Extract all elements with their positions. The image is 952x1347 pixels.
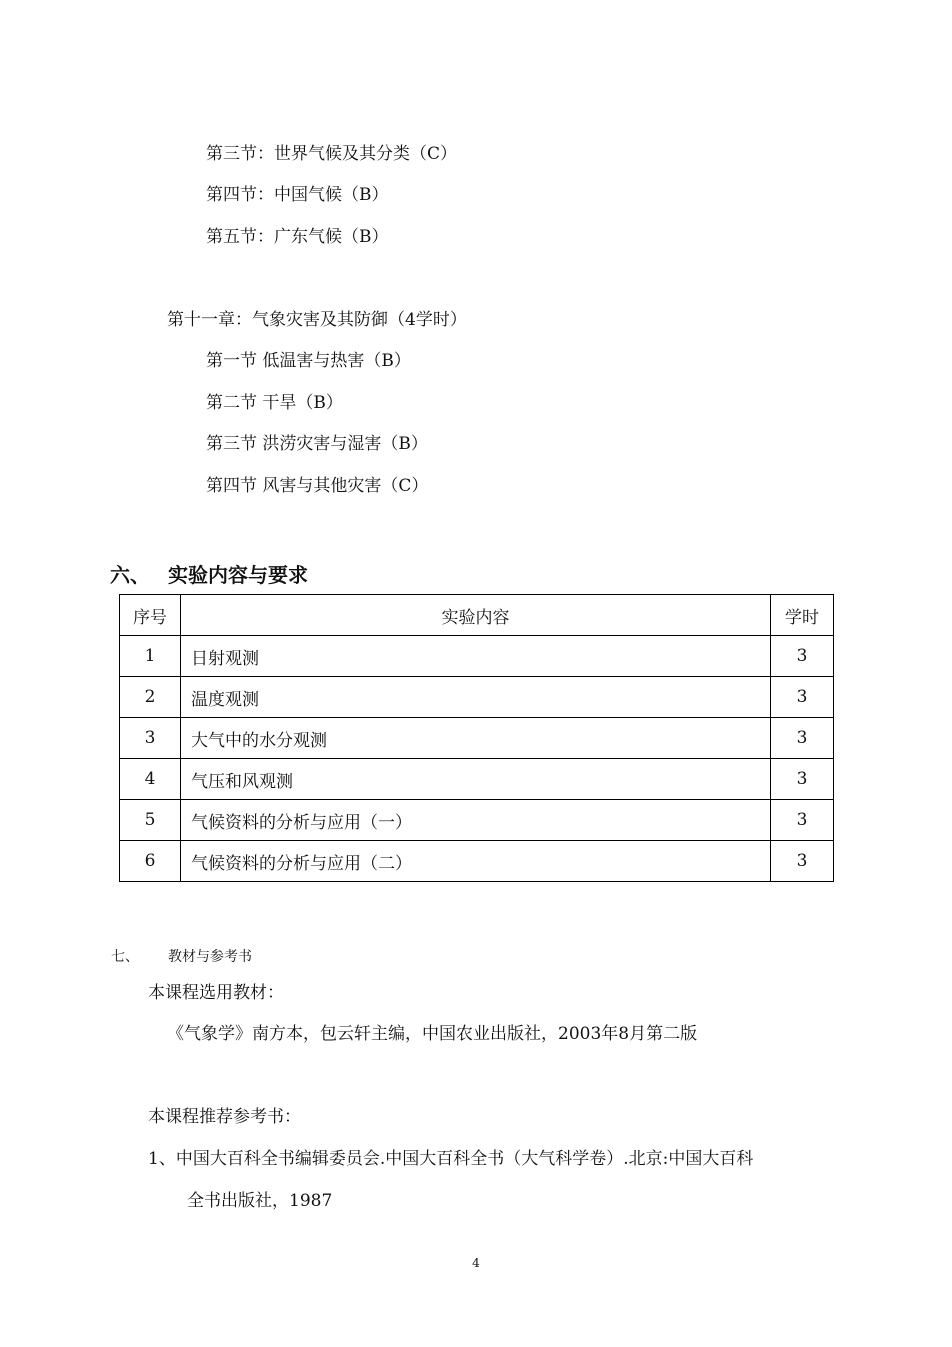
reference-1-line1: 1、中国大百科全书编辑委员会.中国大百科全书（大气科学卷）.北京:中国大百科: [148, 1149, 754, 1169]
row-content: 气候资料的分析与应用（一）: [181, 800, 771, 841]
row-content: 温度观测: [181, 677, 771, 718]
row-content: 气压和风观测: [181, 759, 771, 800]
table-row: [120, 800, 834, 841]
section6-title: 实验内容与要求: [168, 563, 308, 587]
section6-number: 六、: [110, 563, 150, 587]
row-hours: 3: [771, 718, 834, 759]
header-content: 实验内容: [181, 595, 771, 636]
header-no: 序号: [120, 595, 181, 636]
header-hours: 学时: [771, 595, 834, 636]
table-row: [120, 677, 834, 718]
row-no: 1: [120, 636, 181, 677]
row-hours: 3: [771, 677, 834, 718]
page-number: 4: [472, 1256, 480, 1270]
chapter11-section-3: 第三节 洪涝灾害与湿害（B）: [206, 434, 428, 454]
section7-title: 教材与参考书: [168, 949, 252, 965]
table-row: [120, 636, 834, 677]
chapter11-section-4: 第四节 风害与其他灾害（C）: [206, 476, 429, 496]
row-no: 3: [120, 718, 181, 759]
row-content: 气候资料的分析与应用（二）: [181, 841, 771, 882]
chapter10-section-4: 第四节：中国气候（B）: [206, 185, 389, 205]
table-row: [120, 718, 834, 759]
reference-1-line2: 全书出版社，1987: [187, 1191, 333, 1211]
row-content: 大气中的水分观测: [181, 718, 771, 759]
row-no: 6: [120, 841, 181, 882]
table-row: [120, 841, 834, 882]
row-hours: 3: [771, 636, 834, 677]
chapter11-section-1: 第一节 低温害与热害（B）: [206, 351, 411, 371]
row-no: 4: [120, 759, 181, 800]
section7-number: 七、: [111, 949, 139, 965]
row-hours: 3: [771, 759, 834, 800]
chapter11-title: 第十一章：气象灾害及其防御（4学时）: [167, 310, 467, 330]
row-hours: 3: [771, 800, 834, 841]
section7-heading: [111, 946, 252, 966]
row-no: 2: [120, 677, 181, 718]
table-header-row: [120, 595, 834, 636]
chapter10-section-5: 第五节：广东气候（B）: [206, 227, 389, 247]
lab-table: [119, 594, 834, 882]
references-label: 本课程推荐参考书：: [148, 1107, 301, 1127]
row-no: 5: [120, 800, 181, 841]
section6-heading: [110, 559, 308, 588]
row-content: 日射观测: [181, 636, 771, 677]
textbook-entry: 《气象学》南方本，包云轩主编，中国农业出版社，2003年8月第二版: [167, 1024, 698, 1044]
row-hours: 3: [771, 841, 834, 882]
textbook-label: 本课程选用教材：: [148, 983, 284, 1003]
table-row: [120, 759, 834, 800]
chapter11-section-2: 第二节 干旱（B）: [206, 393, 343, 413]
chapter10-section-3: 第三节：世界气候及其分类（C）: [206, 144, 458, 164]
